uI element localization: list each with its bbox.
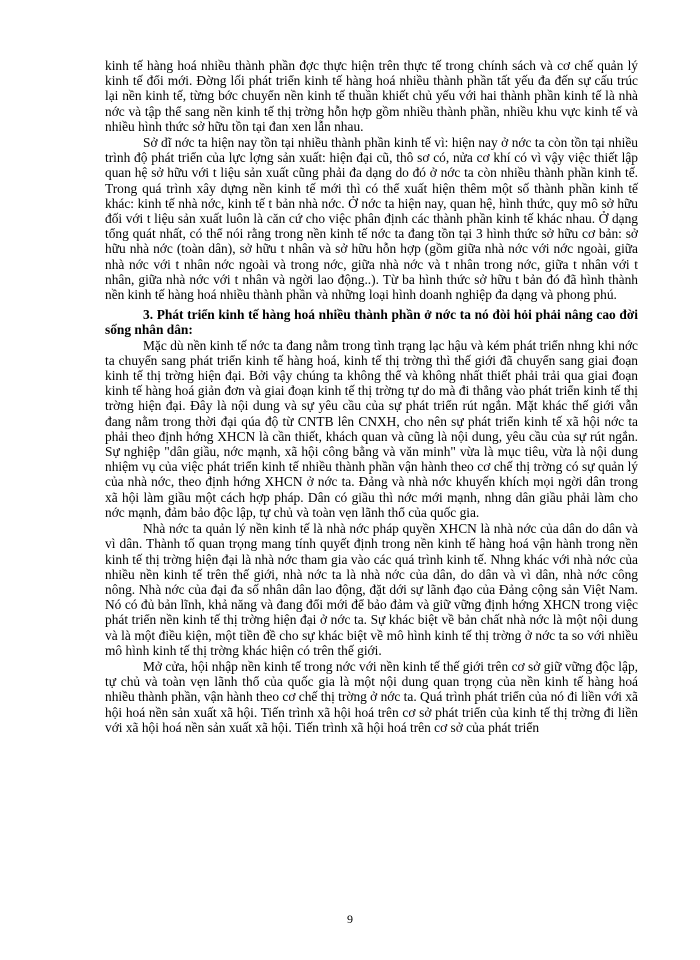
paragraph-2: Sở dĩ nớc ta hiện nay tồn tại nhiều thành phần kinh tế vì: hiện nay ở nớc ta còn tồn tại nhiều trình độ phát triển của lực lợng sản xuất: hiện đại cũ, thô sơ có, nửa cơ khí có vì vậy việc thiết lập quan hệ sở hữu với t liệu sản xuất cũng phải đa dạng do đó ở nớc ta còn nhiều thành phần kinh tế. Trong quá trình xây dựng nền kinh tế mới thì có thể xuất hiện thêm một số thành phần kinh tế khác: kinh tế nhà nớc, kinh tế t bản nhà nớc. Ở nớc ta hiện nay, quan hệ, hình thức, quy mô sở hữu đối với t liệu sản xuất luôn là căn cứ cho việc phân định các thành phần kinh tế khác nhau. Ở dạng tổng quát nhất, có thể nói rằng trong nền kinh tế nớc ta đang tồn tại 3 hình thức sở hữu cơ bản: sở hữu nhà nớc (toàn dân), sở hữu t nhân và sở hữu hỗn hợp (gồm giữa nhà nớc với nớc ngoài, giữa nhà nớc với t nhân nớc ngoài và trong nớc, giữa nhà nớc và t nhân trong nớc, giữa t nhân với t nhân, giữa nhà nớc với t nhân và ngời lao động..). Từ ba hình thức sở hữu t bản đó đã hình thành nền kinh tế hàng hoá nhiều thành phần và những loại hình doanh nghiệp đa dạng và phong phú. xyxy=(105,135,638,303)
section-paragraph-2: Nhà nớc ta quản lý nền kinh tế là nhà nớc pháp quyền XHCN là nhà nớc của dân do dân và vì dân. Thành tố quan trọng mang tính quyết định trong nền kinh tế hàng hoá vận hành trong nền kinh tế thị trờng hiện đại là nhà nớc tham gia vào các quá trình kinh tế. Nhng khác với nhà nớc của nhiều nền kinh tế trên thế giới, nhà nớc ta là nhà nớc của dân, do dân và vì dân, nhà nớc công nông. Nhà nớc của đại đa số nhân dân lao động, đặt dới sự lãnh đạo của Đảng cộng sản Việt Nam. Nó có đủ bản lĩnh, khả năng và đang đổi mới để bảo đảm và giữ vững định hớng XHCN trong việc phát triển nền kinh tế thị trờng hiện đại ở nớc ta. Sự khác biệt về bản chất nhà nớc là một nội dung và là một điều kiện, một tiền đề cho sự khác biệt về mô hình kinh tế thị trờng ở nớc ta so với nhiều mô hình kinh tế thị trờng khác hiện có trên thế giới. xyxy=(105,521,638,658)
section-heading: 3. Phát triển kinh tế hàng hoá nhiều thành phần ở nớc ta nó đòi hỏi phải nâng cao đời sống nhân dân: xyxy=(105,307,638,338)
section-paragraph-1: Mặc dù nền kinh tế nớc ta đang nằm trong tình trạng lạc hậu và kém phát triển nhng khi nớc ta chuyển sang phát triển kinh tế hàng hoá, kinh tế thị trờng thì thế giới đã chuyển sang giai đoạn kinh tế thị trờng hiện đại. Bởi vậy chúng ta không thể và không nhất thiết phải trải qua giai đoạn kinh tế hàng hoá giản đơn và giai đoạn kinh tế thị trờng tự do mà đi thẳng vào phát triển kinh tế thị trờng hiện đại. Đây là nội dung và sự yêu cầu của sự phát triển rút ngắn. Mặt khác thế giới vẫn đang nằm trong thời đại qúa độ từ CNTB lên CNXH, cho nên sự phát triển kinh tế xã hội nớc ta phải theo định hớng XHCN là cần thiết, khách quan và cũng là nội dung, yêu cầu của sự rút ngắn. Sự nghiệp "dân giầu, nớc mạnh, xã hội công bằng và văn minh" vừa là mục tiêu, vừa là nội dung nhiệm vụ của việc phát triển kinh tế nhiều thành phần vận hành theo cơ chế thị trờng có sự quản lý của nhà nớc, theo định hớng XHCN ở nớc ta. Đảng và nhà nớc khuyến khích mọi ngời dân trong xã hội làm giầu một cách hợp pháp. Dân có giầu thì nớc mới mạnh, nhng dân giầu phải làm cho nớc mạnh, đảm bảo độc lập, tự chủ và toàn vẹn lãnh thổ của quốc gia. xyxy=(105,337,638,520)
page-number: 9 xyxy=(347,912,353,926)
section-paragraph-3: Mở cửa, hội nhập nền kinh tế trong nớc với nền kinh tế thế giới trên cơ sở giữ vững độc lập, tự chủ và toàn vẹn lãnh thổ của quốc gia là một nội dung quan trọng của nền kinh tế hàng hoá nhiều thành phần, vận hành theo cơ chế thị trờng ở nớc ta. Quá trình phát triển của nó đi liền với xã hội hoá nền sản xuất xã hội. Tiến trình xã hội hoá trên cơ sở phát triển của kinh tế thị trờng đi liền với xã hội hoá nền sản xuất xã hội. Tiến trình xã hội hoá trên cơ sở của phát triển xyxy=(105,658,638,735)
paragraph-1: kinh tế hàng hoá nhiều thành phần đợc thực hiện trên thực tế trong chính sách và cơ chế quản lý kinh tế đổi mới. Đờng lối phát triển kinh tế hàng hoá nhiều thành phần tất yếu đa đến sự cấu trúc lại nền kinh tế, từng bớc chuyển nền kinh tế thuần khiết chủ yếu với hai thành phần kinh tế là nhà nớc và tập thể sang nền kinh tế thị trờng hỗn hợp gồm nhiều thành phần, nhiều khu vực kinh tế và nhiều hình thức sở hữu tồn tại đan xen lẫn nhau. xyxy=(105,58,638,134)
document-body xyxy=(105,58,638,735)
